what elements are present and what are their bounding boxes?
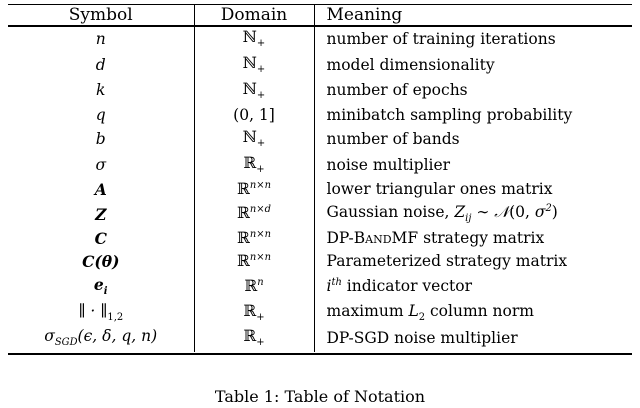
header-symbol: Symbol [8,5,194,25]
row-symbol: $\sigma_{SGD}(\epsilon$, δ, q, n) [8,326,194,352]
table-header-row [8,5,632,25]
row-symbol: n [8,27,194,53]
row-meaning: DP-SGD noise multiplier [326,328,518,347]
table-row [8,127,632,153]
bottom-rule [8,352,632,356]
notation-table [8,4,632,356]
row-domain: ℝ$^{n\times n}$ [194,250,314,273]
row-symbol: q [8,104,194,127]
row-meaning: lower triangular ones matrix [326,180,553,199]
table-row [8,53,632,79]
row-meaning: minibatch sampling probability [326,105,573,124]
row-domain: ℕ$_+$ [194,27,314,53]
row-meaning: number of epochs [326,81,468,100]
row-meaning: Parameterized strategy matrix [326,252,568,270]
header-domain: Domain [194,5,314,25]
row-symbol: A [8,179,194,202]
row-symbol: $e_i$ [8,273,194,300]
row-domain: ℝ$_+$ [194,326,314,352]
row-symbol: b [8,127,194,153]
row-domain: ℕ$_+$ [194,127,314,153]
table-caption: Table 1: Table of Notation [214,387,426,406]
row-domain: ℝ$_+$ [194,153,314,179]
row-meaning: maximum $L_2$ column norm [326,301,534,323]
row-meaning: number of training iterations [326,29,556,48]
table-row [8,273,632,300]
table-head-group [8,4,632,27]
row-symbol: C(θ) [8,250,194,273]
table-row [8,78,632,104]
table-body [8,27,632,356]
row-symbol: k [8,78,194,104]
row-meaning: model dimensionality [326,55,495,74]
table-row [8,153,632,179]
table-row [8,202,632,228]
row-domain: ℝ$^{n\times n}$ [194,227,314,250]
row-domain: ℕ$_+$ [194,78,314,104]
row-domain: ℝ$^{n\times n}$ [194,179,314,202]
row-domain: (0, 1] [194,104,314,127]
row-domain: ℕ$_+$ [194,53,314,79]
table-row [8,104,632,127]
row-meaning: number of bands [326,129,460,148]
header-meaning: Meaning [326,5,403,26]
row-domain: ℝ$^n$ [194,273,314,300]
row-meaning: Gaussian noise, $Z_{ij}$ ∼ 𝒩(0, $\sigma^2$) [326,203,558,225]
row-meaning: $i^{th}$ indicator vector [326,276,472,295]
row-domain: ℝ$^{n\times d}$ [194,202,314,228]
row-meaning: DP-BandMF strategy matrix [326,229,545,248]
table-row [8,250,632,273]
table-row [8,179,632,202]
row-symbol: σ [8,153,194,179]
row-symbol: d [8,53,194,79]
row-symbol: Z [8,202,194,228]
row-symbol: C [8,227,194,250]
row-meaning: noise multiplier [326,155,451,174]
table-row [8,227,632,250]
table-row [8,326,632,352]
row-symbol: ∥ · $\parallel_{1,2}$ [8,300,194,326]
table-row [8,300,632,326]
table-row [8,27,632,53]
row-domain: ℝ$_+$ [194,300,314,326]
